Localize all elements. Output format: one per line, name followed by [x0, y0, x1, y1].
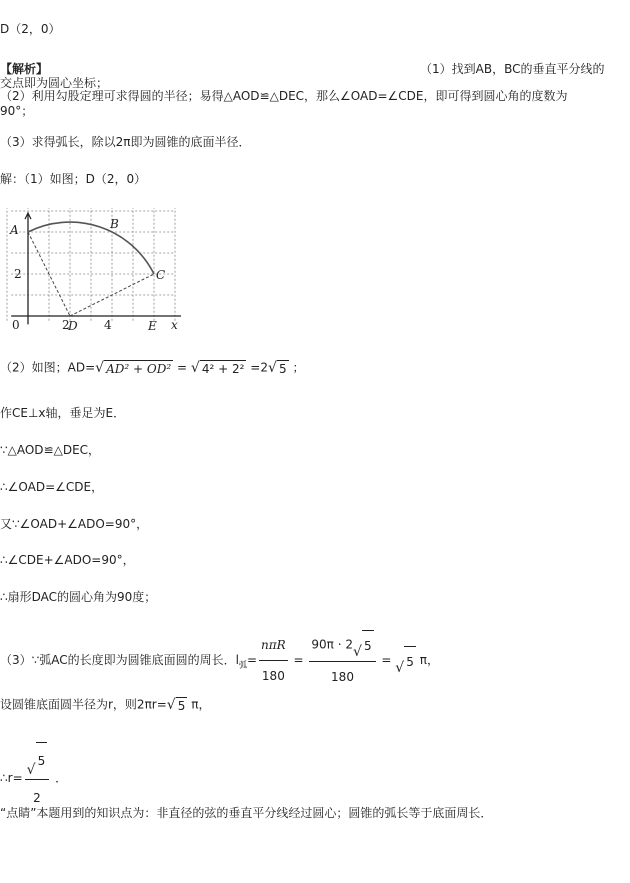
analysis-header [0, 62, 48, 76]
solution-step3-radius: ∴r= √ 5 2 ． [0, 742, 67, 815]
x-tick-label: 0 [12, 318, 20, 332]
solution-step2-ce: 作CE⊥x轴，垂足为E． [0, 406, 126, 420]
point-label-E: E [148, 319, 157, 333]
solution-step2-conclusion: ∴扇形DAC的圆心角为90度； [0, 590, 157, 604]
analysis-step3: （3）求得弧长，除以2π即为圆锥的底面半径． [0, 135, 251, 149]
solution-step2-angle-eq: ∴∠OAD=∠CDE， [0, 480, 104, 494]
x-axis-label: x [171, 318, 178, 332]
sqrt-5-result: √ 5 [395, 646, 416, 676]
sqrt-ad-od: √ AD² + OD² [95, 360, 172, 376]
y-tick-label: 2 [14, 267, 22, 281]
solution-step3-radius-eq: 设圆锥底面圆半径为r，则2πr= √ 5 π， [0, 697, 211, 713]
fraction-sqrt5-over-2: √ 5 2 [25, 742, 50, 815]
solution-step2-sum1: 又∵∠OAD+∠ADO=90°， [0, 517, 149, 531]
sqrt-4-2: √ 4² + 2² [190, 360, 245, 376]
x-tick-label: 2 [62, 318, 70, 332]
point-label-D: D [68, 319, 78, 333]
solution-step2-ad: （2）如图；AD= √ AD² + OD² = √ 4² + 2² =2 √ 5 ； [0, 360, 305, 376]
point-label-C: C [156, 268, 166, 282]
solution-step1: 解：（1）如图；D（2，0） [0, 172, 147, 186]
point-label-B: B [110, 217, 119, 231]
answer-line: D（2，0） [0, 22, 61, 36]
figure-grid [7, 208, 175, 333]
sqrt-5-eq: √ 5 [166, 697, 186, 713]
solution-step2-congruent: ∵△AOD≌△DEC， [0, 443, 101, 457]
x-tick-label: 4 [104, 318, 112, 332]
solution-step3-arc-length: （3）∵弧AC的长度即为圆锥底面圆的周长．$l_弧=$ $\frac{\text{nπR}}{180}$ = 90π · 2 √ 5 180 = √ 5 π， [0, 630, 439, 691]
key-point-note: “点睛”本题用到的知识点为：非直径的弦的垂直平分线经过圆心；圆锥的弧长等于底面周长． [0, 806, 493, 820]
analysis-step1: （1）找到AB，BC的垂直平分线的 [420, 62, 605, 76]
coordinate-figure [6, 208, 181, 333]
fraction-90pi: 90π · 2 √ 5 180 [309, 630, 375, 691]
analysis-step1-cont: 交点即为圆心坐标； [0, 76, 109, 90]
analysis-tag: 【解析】 [0, 62, 49, 76]
analysis-step2-cont: 90°； [0, 104, 34, 118]
point-label-A: A [10, 223, 19, 237]
sqrt-5: √ 5 [267, 360, 287, 376]
fraction-npir-180: $\frac{\text{nπR}}{180}$ [259, 631, 288, 690]
solution-step2-sum2: ∴∠CDE+∠ADO=90°， [0, 553, 135, 567]
analysis-step2: （2）利用勾股定理可求得圆的半径；易得△AOD≌△DEC，那么∠OAD=∠CDE，即可得到圆心角的度数为 [0, 89, 568, 103]
